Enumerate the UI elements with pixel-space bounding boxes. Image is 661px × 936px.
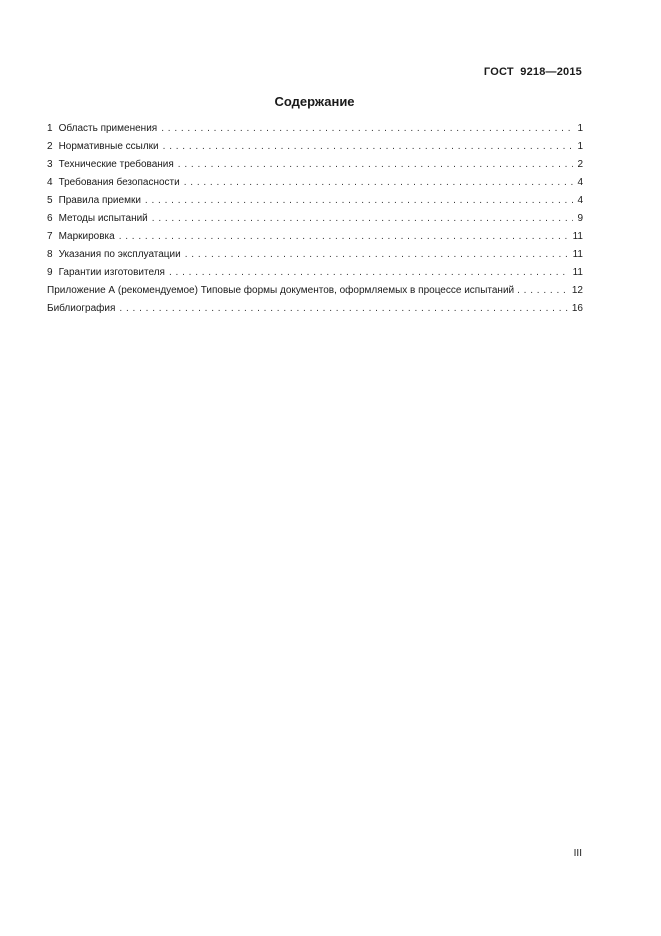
toc-item-label [47, 210, 148, 228]
toc-item-page: 4 [577, 195, 583, 206]
toc-item-number: 8 [47, 249, 53, 260]
toc-leader-dots [119, 228, 569, 246]
toc-item-text: Гарантии изготовителя [58, 267, 165, 278]
toc-item-text: Требования безопасности [58, 177, 180, 188]
toc-leader-dots [517, 282, 569, 300]
toc-leader-dots [152, 210, 574, 228]
toc-leader-dots [178, 156, 574, 174]
toc-item-page: 4 [577, 177, 583, 188]
toc-leader-dots [163, 138, 574, 156]
table-of-contents [47, 120, 583, 318]
toc-leader-dots [185, 246, 569, 264]
toc-item-number: 6 [47, 213, 53, 224]
toc-item-safety-requirements[interactable] [47, 174, 583, 192]
toc-item-text: Библиография [47, 303, 116, 314]
toc-item-text: Методы испытаний [58, 213, 148, 224]
toc-item-number: 3 [47, 159, 53, 170]
toc-item-test-methods[interactable] [47, 210, 583, 228]
toc-item-normative-references[interactable] [47, 138, 583, 156]
toc-item-text: Указания по эксплуатации [58, 249, 181, 260]
toc-leader-dots [145, 192, 574, 210]
toc-item-page: 9 [577, 213, 583, 224]
toc-item-number: 1 [47, 123, 53, 134]
toc-item-page: 1 [577, 141, 583, 152]
toc-item-bibliography[interactable] [47, 300, 583, 318]
toc-item-page: 2 [577, 159, 583, 170]
toc-item-number: 9 [47, 267, 53, 278]
toc-item-text: Нормативные ссылки [58, 141, 159, 152]
toc-item-label [47, 246, 181, 264]
toc-item-operating-instructions[interactable] [47, 246, 583, 264]
toc-item-text: Область применения [58, 123, 158, 134]
toc-item-text: Правила приемки [58, 195, 141, 206]
toc-leader-dots [119, 300, 567, 318]
toc-item-text: Маркировка [58, 231, 115, 242]
toc-leader-dots [184, 174, 574, 192]
toc-item-scope[interactable] [47, 120, 583, 138]
toc-item-number: 7 [47, 231, 53, 242]
document-code: ГОСТ 9218—2015 [483, 66, 582, 78]
toc-item-label [47, 120, 157, 138]
toc-item-number: 2 [47, 141, 53, 152]
toc-item-technical-requirements[interactable] [47, 156, 583, 174]
toc-item-appendix-a[interactable] [47, 282, 583, 300]
toc-item-label [47, 300, 115, 318]
toc-item-label [47, 282, 514, 300]
toc-item-page: 11 [572, 267, 583, 278]
toc-item-text: Приложение А (рекомендуемое) Типовые формы документов, оформляемых в процессе испытаний [47, 285, 515, 296]
toc-item-number: 4 [47, 177, 53, 188]
toc-item-page: 11 [572, 249, 583, 260]
toc-item-label [47, 192, 141, 210]
toc-item-page: 12 [571, 285, 583, 296]
page-number: III [573, 848, 582, 859]
toc-leader-dots [169, 264, 569, 282]
toc-item-text: Технические требования [58, 159, 174, 170]
toc-leader-dots [161, 120, 573, 138]
toc-item-page: 1 [577, 123, 583, 134]
toc-item-label [47, 174, 180, 192]
toc-item-label [47, 138, 159, 156]
toc-item-number: 5 [47, 195, 53, 206]
toc-item-manufacturer-warranty[interactable] [47, 264, 583, 282]
toc-item-label [47, 156, 174, 174]
toc-item-label [47, 264, 165, 282]
toc-item-acceptance-rules[interactable] [47, 192, 583, 210]
toc-item-marking[interactable] [47, 228, 583, 246]
toc-item-page: 11 [572, 231, 583, 242]
toc-item-page: 16 [571, 303, 583, 314]
toc-item-label [47, 228, 115, 246]
toc-title: Содержание [274, 94, 355, 109]
